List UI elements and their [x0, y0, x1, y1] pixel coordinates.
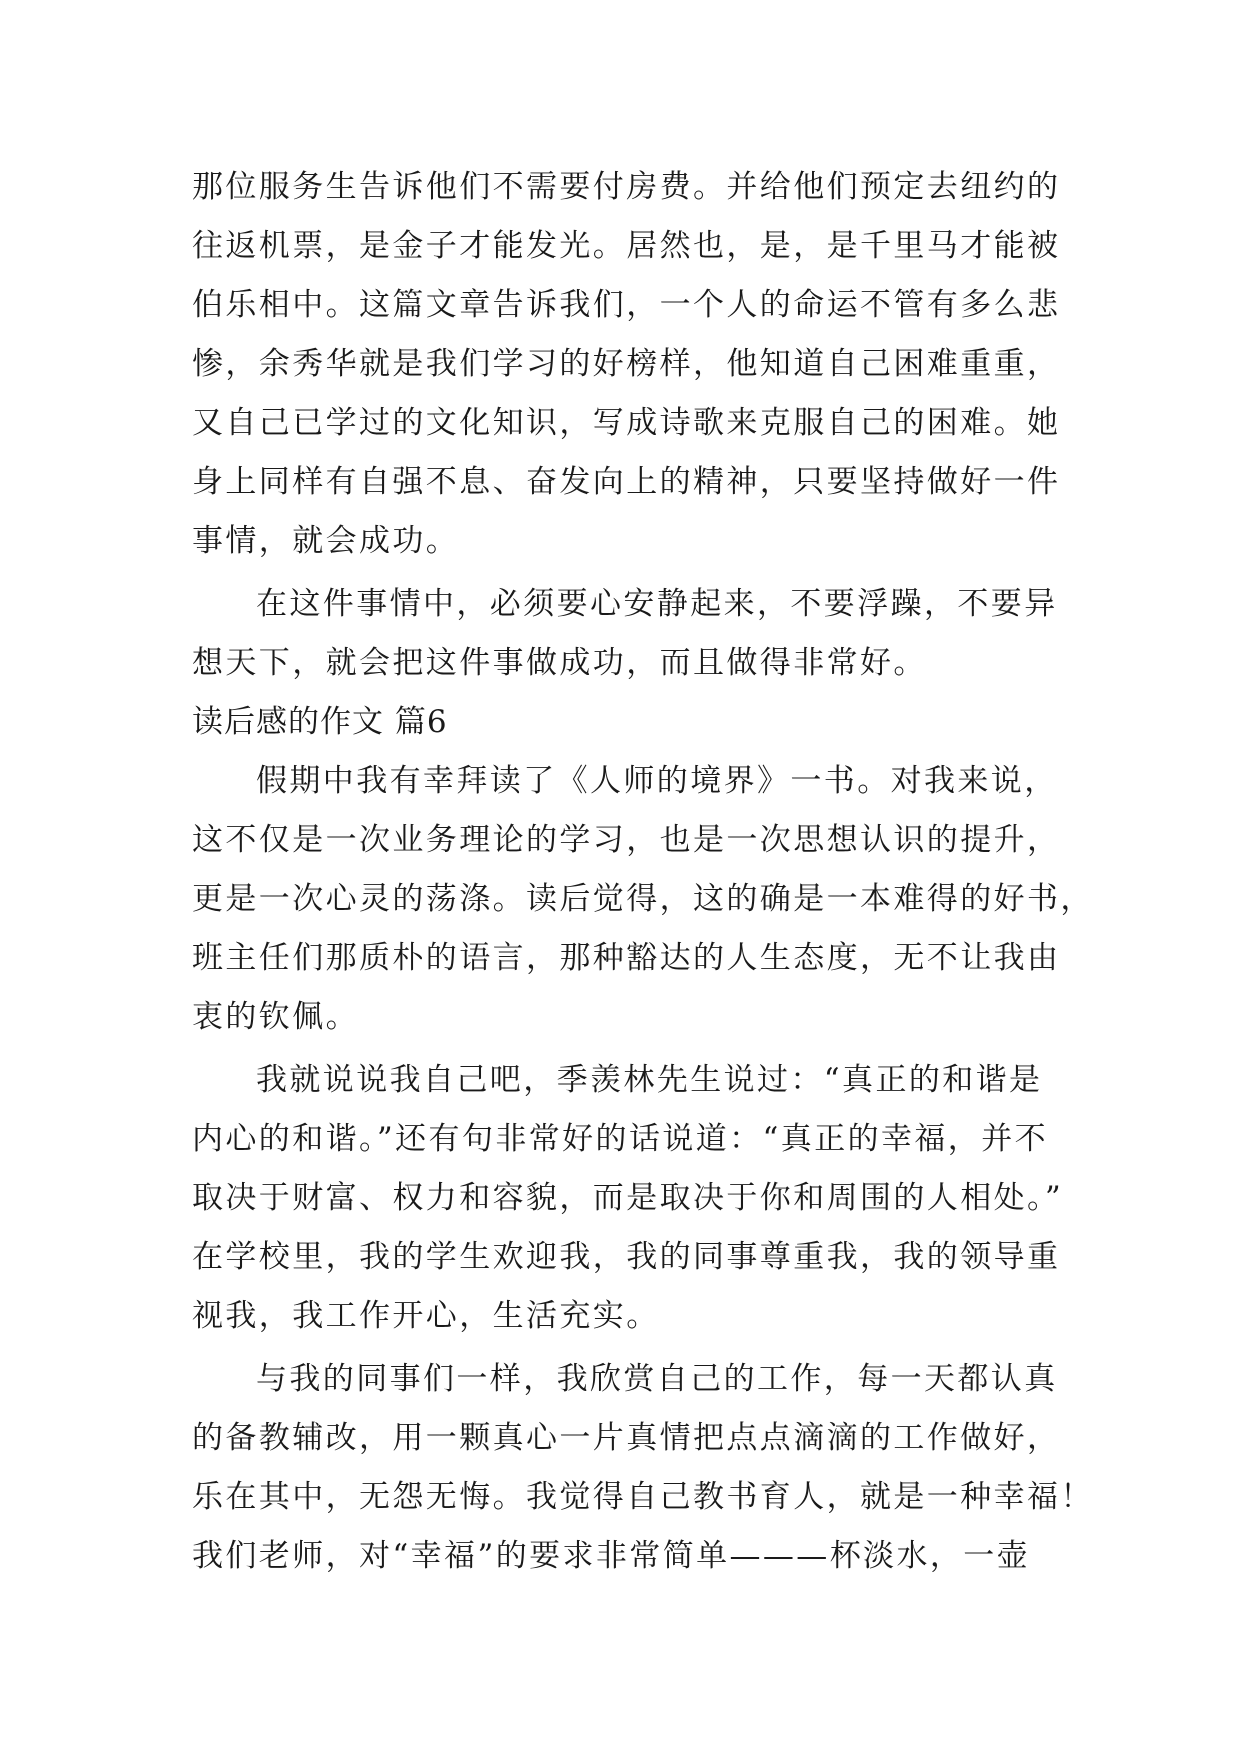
text-line: 又自己已学过的文化知识，写成诗歌来克服自己的困难。她	[192, 405, 1061, 441]
text-line: 与我的同事们一样，我欣赏自己的工作，每一天都认真	[256, 1361, 1058, 1397]
text-line: 的备教辅改，用一颗真心一片真情把点点滴滴的工作做好，	[192, 1420, 1061, 1456]
text-line: 往返机票，是金子才能发光。居然也，是，是千里马才能被	[192, 228, 1061, 264]
text-line: 视我，我工作开心，生活充实。	[192, 1298, 660, 1334]
section-heading: 读后感的作文 篇6	[192, 704, 448, 740]
text-line: 内心的和谐。”还有句非常好的话说道：“真正的幸福，并不	[192, 1121, 1048, 1157]
text-line: 伯乐相中。这篇文章告诉我们，一个人的命运不管有多么悲	[192, 287, 1061, 323]
paragraph	[192, 752, 1094, 1047]
text-line: 衷的钦佩。	[192, 999, 359, 1035]
text-line: 这不仅是一次业务理论的学习，也是一次思想认识的提升，	[192, 822, 1061, 858]
paragraph	[192, 1350, 1094, 1586]
text-line: 我们老师，对“幸福”的要求非常简单———杯淡水，一壶	[192, 1538, 1031, 1574]
text-line: 惨，余秀华就是我们学习的好榜样，他知道自己困难重重，	[192, 346, 1061, 382]
text-line: 更是一次心灵的荡涤。读后觉得，这的确是一本难得的好书，	[192, 881, 1094, 917]
text-line: 班主任们那质朴的语言，那种豁达的人生态度，无不让我由	[192, 940, 1061, 976]
text-line: 那位服务生告诉他们不需要付房费。并给他们预定去纽约的	[192, 169, 1061, 205]
text-line: 乐在其中，无怨无悔。我觉得自己教书育人，就是一种幸福！	[192, 1479, 1094, 1515]
text-line: 身上同样有自强不息、奋发向上的精神，只要坚持做好一件	[192, 464, 1061, 500]
text-line: 想天下，就会把这件事做成功，而且做得非常好。	[192, 645, 927, 681]
text-line: 假期中我有幸拜读了《人师的境界》一书。对我来说，	[256, 763, 1058, 799]
text-line: 我就说说我自己吧，季羡林先生说过：“真正的和谐是	[256, 1062, 1043, 1098]
text-line: 在学校里，我的学生欢迎我，我的同事尊重我，我的领导重	[192, 1239, 1061, 1275]
text-line: 在这件事情中，必须要心安静起来，不要浮躁，不要异	[256, 586, 1058, 622]
document-body	[192, 158, 1094, 1586]
text-line: 取决于财富、权力和容貌，而是取决于你和周围的人相处。”	[192, 1180, 1064, 1216]
text-line: 事情，就会成功。	[192, 523, 460, 559]
paragraph	[192, 1051, 1064, 1346]
paragraph	[192, 575, 1058, 693]
paragraph	[192, 158, 1061, 571]
